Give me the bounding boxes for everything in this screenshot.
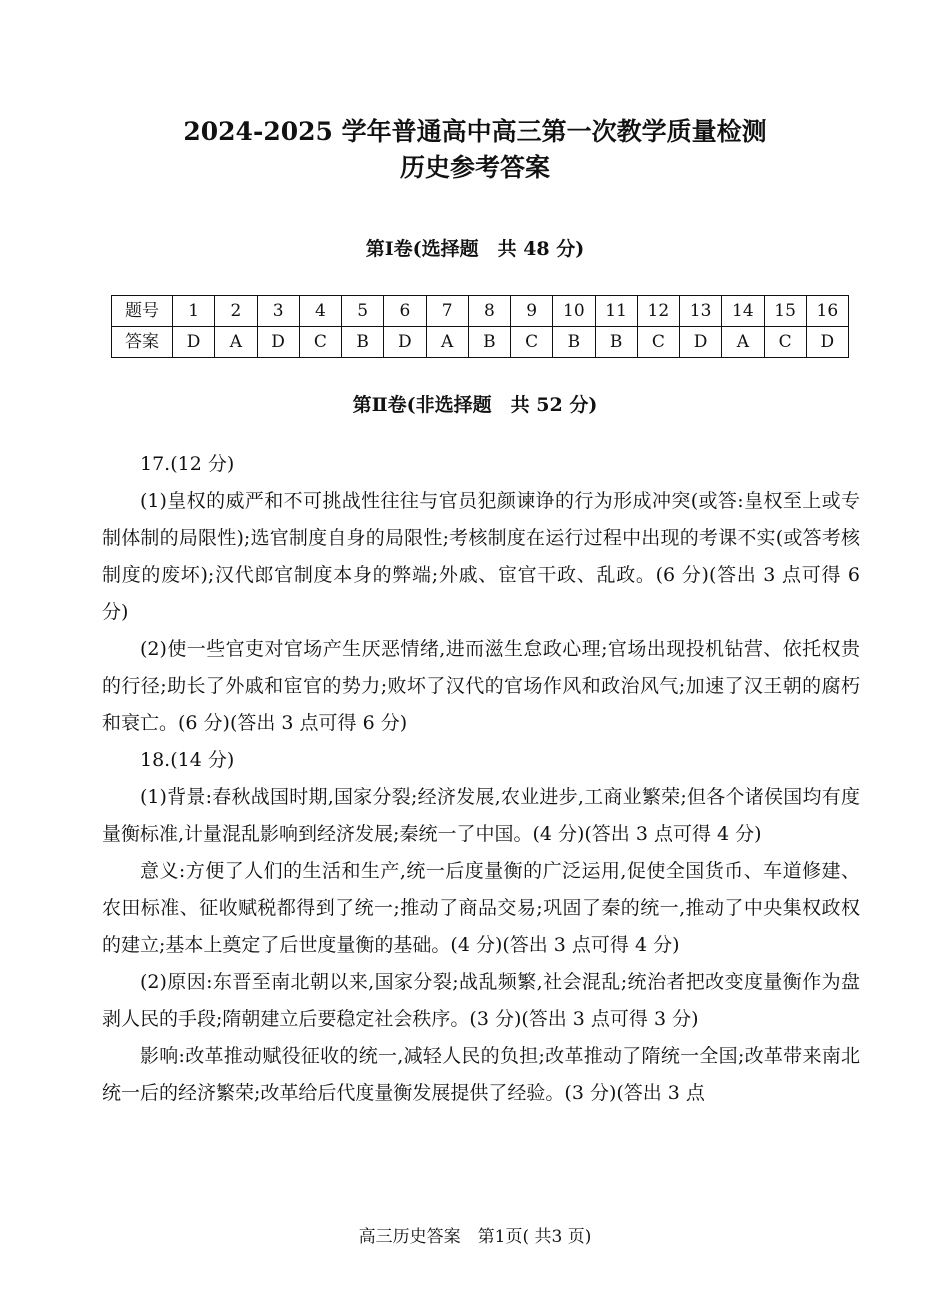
q17-part1: (1)皇权的威严和不可挑战性往往与官员犯颜谏诤的行为形成冲突(或答:皇权至上或专制体制的局限性);选官制度自身的局限性;考核制度在运行过程中出现的考课不实(或答考核制度的废坏);汉代郎官制度本身的弊端;外戚、宦官干政、乱政。(6 分)(答出 3 点可得 6 分) xyxy=(102,490,860,623)
question-number-cell: 5 xyxy=(342,296,384,327)
answer-row xyxy=(112,327,849,358)
q17-heading: 17.(12 分) xyxy=(140,453,235,475)
question-number-cell: 4 xyxy=(299,296,341,327)
question-number-cell: 13 xyxy=(680,296,722,327)
q18-part2-impact: 影响:改革推动赋役征收的统一,减轻人民的负担;改革推动了隋统一全国;改革带来南北统一后的经济繁荣;改革给后代度量衡发展提供了经验。(3 分)(答出 3 点 xyxy=(102,1045,860,1104)
q17-part2: (2)使一些官吏对官场产生厌恶情绪,进而滋生怠政心理;官场出现投机钻营、依托权贵的行径;助长了外戚和宦官的势力;败坏了汉代的官场作风和政治风气;加速了汉王朝的腐朽和衰亡。(6 分)(答出 3 点可得 6 分) xyxy=(102,638,860,734)
question-number-cell: 2 xyxy=(215,296,257,327)
question-number-cell: 9 xyxy=(511,296,553,327)
document-subtitle: 历史参考答案 xyxy=(399,153,550,182)
answer-body xyxy=(102,446,860,1112)
answer-cell: C xyxy=(511,327,553,358)
question-number-row xyxy=(112,296,849,327)
section-2-title: 第Ⅱ卷(非选择题 共 52 分) xyxy=(352,394,598,416)
question-number-cell: 8 xyxy=(468,296,510,327)
question-number-cell: 11 xyxy=(595,296,637,327)
answer-cell: A xyxy=(215,327,257,358)
q18-part1-significance: 意义:方便了人们的生活和生产,统一后度量衡的广泛运用,促使全国货币、车道修建、农田标准、征收赋税都得到了统一;推动了商品交易;巩固了秦的统一,推动了中央集权政权的建立;基本上奠定了后世度量衡的基础。(4 分)(答出 3 点可得 4 分) xyxy=(102,860,860,956)
page-footer: 高三历史答案 第1页( 共3 页) xyxy=(358,1227,592,1247)
answer-cell: D xyxy=(680,327,722,358)
answer-cell: A xyxy=(426,327,468,358)
answer-cell: B xyxy=(342,327,384,358)
question-number-cell: 15 xyxy=(764,296,806,327)
question-number-cell: 6 xyxy=(384,296,426,327)
answer-cell: C xyxy=(299,327,341,358)
answer-cell: B xyxy=(553,327,595,358)
question-number-cell: 1 xyxy=(173,296,215,327)
q18-heading: 18.(14 分) xyxy=(140,749,235,771)
question-number-cell: 14 xyxy=(722,296,764,327)
section-1-title: 第Ⅰ卷(选择题 共 48 分) xyxy=(365,238,585,260)
question-number-cell: 12 xyxy=(637,296,679,327)
question-number-cell: 7 xyxy=(426,296,468,327)
answer-cell: B xyxy=(595,327,637,358)
answer-cell: A xyxy=(722,327,764,358)
answer-table xyxy=(111,295,849,358)
row-label-answer: 答案 xyxy=(112,327,173,358)
answer-cell: B xyxy=(468,327,510,358)
answer-cell: D xyxy=(806,327,848,358)
answer-cell: D xyxy=(257,327,299,358)
q18-part1-background: (1)背景:春秋战国时期,国家分裂;经济发展,农业进步,工商业繁荣;但各个诸侯国均有度量衡标准,计量混乱影响到经济发展;秦统一了中国。(4 分)(答出 3 点可得 4 分) xyxy=(102,786,860,845)
question-number-cell: 10 xyxy=(553,296,595,327)
answer-cell: D xyxy=(384,327,426,358)
answer-cell: C xyxy=(764,327,806,358)
row-label-number: 题号 xyxy=(112,296,173,327)
question-number-cell: 3 xyxy=(257,296,299,327)
document-title: 2024-2025 学年普通高中高三第一次教学质量检测 xyxy=(183,117,767,146)
q18-part2-reasons: (2)原因:东晋至南北朝以来,国家分裂;战乱频繁,社会混乱;统治者把改变度量衡作为盘剥人民的手段;隋朝建立后要稳定社会秩序。(3 分)(答出 3 点可得 3 分) xyxy=(102,971,860,1030)
question-number-cell: 16 xyxy=(806,296,848,327)
answer-cell: C xyxy=(637,327,679,358)
answer-cell: D xyxy=(173,327,215,358)
